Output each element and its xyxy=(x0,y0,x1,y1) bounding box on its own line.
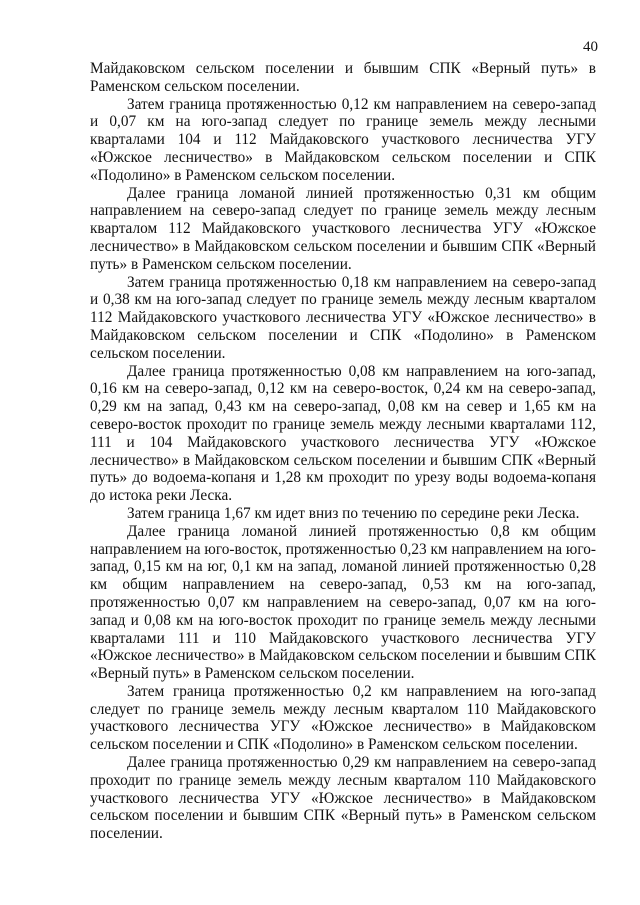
paragraph-continued: Майдаковском сельском поселении и бывшим СПК «Верный путь» в Раменском сельском поселении. xyxy=(90,60,596,95)
paragraph: Затем граница 1,67 км идет вниз по течению по середине реки Леска. xyxy=(127,504,580,522)
page-number: 40 xyxy=(583,39,598,55)
paragraph: Затем граница протяженностью 0,18 км направлением на северо-запад и 0,38 км на юго-запад следует по границе земель между лесным кварталом 112 Майдаковского участкового лесничества УГУ «Южское лесничество» в Майдаковском сельском поселении и СПК «Подолино» в Раменском сельском поселении. xyxy=(90,273,596,362)
paragraph: Далее граница протяженностью 0,08 км направлением на юго-запад, 0,16 км на северо-запад, 0,12 км на северо-восток, 0,24 км на северо-запад, 0,29 км на запад, 0,43 км на северо-запад, 0,08 км на север и 1,65 км на северо-восток проходит по границе земель между лесными кварталами 112, 111 и 104 Майдаковского участкового лесничества УГУ «Южское лесничество» в Майдаковском сельском поселении и бывшим СПК «Верный путь» до водоема-копаня и 1,28 км проходит по урезу воды водоема-копаня до истока реки Леска. xyxy=(90,362,596,505)
paragraph: Затем граница протяженностью 0,2 км направлением на юго-запад следует по границе земель между лесным кварталом 110 Майдаковского участкового лесничества УГУ «Южское лесничество» в Майдаковском сельском поселении и СПК «Подолино» в Раменском сельском поселении. xyxy=(90,682,596,754)
paragraph: Затем граница протяженностью 0,12 км направлением на северо-запад и 0,07 км на юго-запад следует по границе земель между лесными кварталами 104 и 112 Майдаковского участкового лесничества УГУ «Южское лесничество» в Майдаковском сельском поселении и СПК «Подолино» в Раменском сельском поселении. xyxy=(90,95,596,184)
paragraph: Далее граница ломаной линией протяженностью 0,8 км общим направлением на юго-восток, протяженностью 0,23 км направлением на юго-запад, 0,15 км на юг, 0,1 км на запад, ломаной линией протяженностью 0,28 км общим направлением на северо-запад, 0,53 км на юго-запад, протяженностью 0,07 км направлением на северо-запад, 0,07 км на юго-запад и 0,08 км на юго-восток проходит по границе земель между лесными кварталами 111 и 110 Майдаковского участкового лесничества УГУ «Южское лесничество» в Майдаковском сельском поселении и бывшим СПК «Верный путь» в Раменском сельском поселении. xyxy=(90,522,596,683)
paragraph: Далее граница протяженностью 0,29 км направлением на северо-запад проходит по границе земель между лесным кварталом 110 Майдаковского участкового лесничества УГУ «Южское лесничество» в Майдаковском сельском поселении и бывшим СПК «Верный путь» в Раменском сельском поселении. xyxy=(90,754,596,843)
paragraph: Далее граница ломаной линией протяженностью 0,31 км общим направлением на северо-запад следует по границе земель между лесным кварталом 112 Майдаковского участкового лесничества УГУ «Южское лесничество» в Майдаковском сельском поселении и бывшим СПК «Верный путь» в Раменском сельском поселении. xyxy=(90,184,596,273)
document-body xyxy=(90,60,596,843)
